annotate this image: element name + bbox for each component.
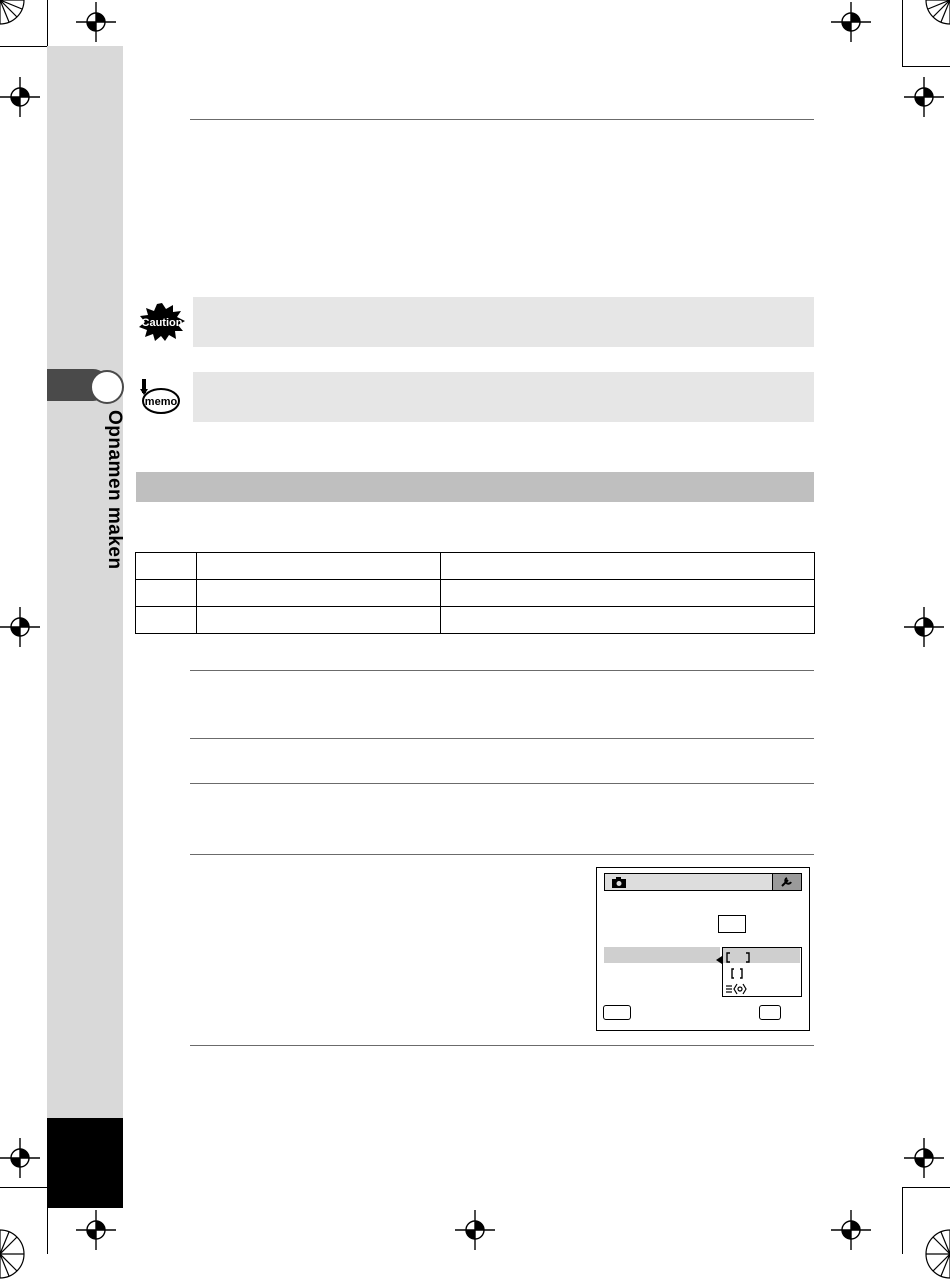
svg-text:Caution: Caution [141, 317, 183, 329]
ok-button-indicator [759, 1005, 781, 1020]
svg-text:memo: memo [144, 396, 178, 408]
crop-line [902, 1187, 903, 1254]
corner-starburst-bottom-left [0, 1228, 26, 1280]
page-number-block [47, 1118, 123, 1208]
focus-mode-table [135, 552, 815, 634]
wrench-icon [779, 875, 793, 887]
registration-mark-icon [0, 1138, 40, 1178]
corner-starburst-top-right [924, 0, 950, 26]
step-divider [190, 783, 814, 784]
registration-mark-icon [0, 77, 40, 117]
memo-icon [137, 377, 181, 415]
chapter-sidebar [47, 46, 123, 1208]
registration-mark-icon [455, 1210, 495, 1250]
crop-line [902, 66, 950, 67]
table-cell [197, 607, 441, 634]
wide-focus-frame-icon [726, 950, 750, 961]
registration-mark-icon [904, 77, 944, 117]
registration-mark-icon [76, 1210, 116, 1250]
menu-value-box [718, 915, 746, 933]
tracking-focus-icon [725, 982, 749, 994]
registration-mark-icon [76, 2, 116, 42]
registration-mark-icon [831, 2, 871, 42]
menu-button-indicator [603, 1005, 631, 1020]
crop-line [0, 1187, 48, 1188]
chapter-title: Opnamen maken [104, 410, 125, 570]
table-cell [136, 553, 197, 580]
registration-mark-icon [904, 1138, 944, 1178]
table-row [136, 553, 815, 580]
screen-divider [604, 890, 800, 891]
memo-note [193, 372, 814, 422]
crop-line [902, 1187, 950, 1188]
camera-icon [611, 875, 627, 887]
selected-menu-row [604, 947, 720, 963]
table-cell [197, 580, 441, 607]
table-cell [136, 607, 197, 634]
caution-note [193, 297, 814, 347]
step-divider [190, 670, 814, 671]
spot-focus-frame-icon [731, 966, 743, 977]
corner-starburst-top-left [0, 0, 26, 26]
caution-icon [138, 303, 186, 341]
rec-mode-tab [604, 873, 774, 891]
table-row [136, 607, 815, 634]
table-cell [441, 553, 815, 580]
step-divider [190, 119, 814, 120]
table-cell [136, 580, 197, 607]
step-divider [190, 738, 814, 739]
step-divider [190, 1045, 814, 1046]
table-cell [441, 607, 815, 634]
table-cell [441, 580, 815, 607]
crop-line [47, 1208, 48, 1254]
crop-line [47, 0, 48, 46]
registration-mark-icon [904, 607, 944, 647]
step-divider [190, 854, 814, 855]
section-heading-band [136, 472, 814, 502]
chapter-number-circle [90, 370, 124, 404]
crop-line [0, 46, 48, 47]
registration-mark-icon [831, 1210, 871, 1250]
table-cell [197, 553, 441, 580]
corner-starburst-bottom-right [924, 1228, 950, 1280]
table-row [136, 580, 815, 607]
registration-mark-icon [0, 607, 40, 647]
crop-line [902, 0, 903, 66]
